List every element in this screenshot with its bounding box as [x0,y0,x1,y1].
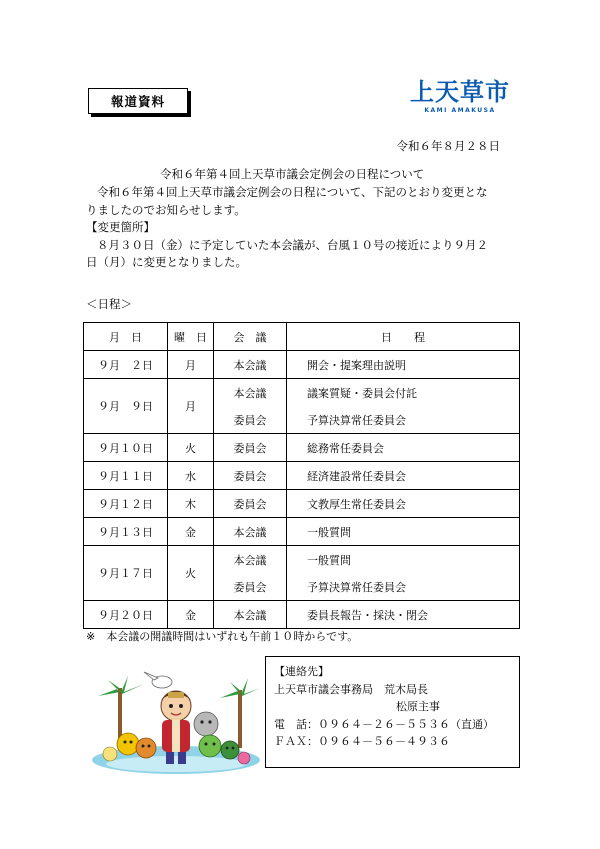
logo-text: 上天草市 [410,78,510,106]
table-row [84,490,520,518]
row-meeting [214,379,287,434]
row-date: ９月１２日 [84,490,168,518]
contact-heading: 【連絡先】 [274,665,329,678]
program-item: 議案質疑・委員会付託 [307,386,417,400]
issue-date: 令和６年８月２８日 [396,139,500,153]
session-time-note: ※ 本会議の開議時間はいずれも午前１０時からです。 [86,630,359,643]
program-item: 予算決算常任委員会 [307,580,406,594]
press-release-text: 報道資料 [110,94,165,109]
program-item: 一般質問 [307,553,351,567]
table-row [84,546,520,601]
contact-box [265,656,520,768]
change-line-1: ８月３０日（金）に予定していた本会議が、台風１０号の接近により９月２ [97,237,488,252]
contact-staff: 松原主事 [396,700,440,713]
row-meeting: 本会議 [214,351,287,379]
header-meeting: 会 議 [214,323,287,351]
row-program [287,379,520,434]
row-date: ９月 ２日 [84,351,168,379]
row-program [287,546,520,601]
row-weekday: 火 [168,546,214,601]
press-release-label [88,88,188,114]
row-meeting [214,546,287,601]
row-program: 文教厚生常任委員会 [287,490,520,518]
program-item: 予算決算常任委員会 [307,413,406,427]
schedule-table [83,322,520,629]
header-date: 月 日 [84,323,168,351]
row-meeting: 委員会 [214,434,287,462]
intro-line-2: りましたのでお知らせします。 [86,202,246,217]
change-section [86,219,516,272]
row-weekday: 月 [168,351,214,379]
meeting-item: 本会議 [233,386,267,400]
contact-phone: 電 話：０９６４－２６－５５３６（直通） [274,717,494,731]
meeting-item: 委員会 [233,413,267,427]
table-header-row [84,323,520,351]
meeting-item: 本会議 [233,553,267,567]
row-meeting: 委員会 [214,490,287,518]
intro-paragraph [86,184,516,219]
row-program: 経済建設常任委員会 [287,462,520,490]
table-row [84,462,520,490]
city-logo [404,78,516,122]
contact-office: 上天草市議会事務局 荒木局長 [274,682,428,696]
row-date: ９月１０日 [84,434,168,462]
row-program: 開会・提案理由説明 [287,351,520,379]
row-weekday: 水 [168,462,214,490]
row-weekday: 木 [168,490,214,518]
row-date: ９月１７日 [84,546,168,601]
table-row [84,351,520,379]
row-weekday: 月 [168,379,214,434]
row-meeting: 委員会 [214,462,287,490]
logo-romaji: KAMI AMAKUSA [424,107,496,114]
row-program: 総務常任委員会 [287,434,520,462]
row-weekday: 金 [168,601,214,629]
row-meeting: 本会議 [214,601,287,629]
table-row [84,434,520,462]
meeting-item: 委員会 [233,580,267,594]
row-date: ９月１３日 [84,518,168,546]
mascot-illustration [88,668,263,780]
row-program: 委員長報告・採決・閉会 [287,601,520,629]
row-weekday: 金 [168,518,214,546]
change-heading: 【変更箇所】 [86,220,155,234]
table-row [84,379,520,434]
header-weekday: 曜 日 [168,323,214,351]
row-date: ９月２０日 [84,601,168,629]
table-row [84,601,520,629]
row-date: ９月 ９日 [84,379,168,434]
schedule-heading: ＜日程＞ [86,297,132,311]
change-line-2: 日（月）に変更となりました。 [86,255,247,269]
contact-fax: ＦＡＸ：０９６４－５６－４９３６ [274,735,450,748]
header-program: 日 程 [287,323,520,351]
document-title: 令和６年第４回上天草市議会定例会の日程について [160,167,425,181]
row-meeting: 本会議 [214,518,287,546]
intro-line-1: 令和６年第４回上天草市議会定例会の日程について、下記のとおり変更とな [97,185,488,199]
row-date: ９月１１日 [84,462,168,490]
row-weekday: 火 [168,434,214,462]
table-row [84,518,520,546]
row-program: 一般質問 [287,518,520,546]
